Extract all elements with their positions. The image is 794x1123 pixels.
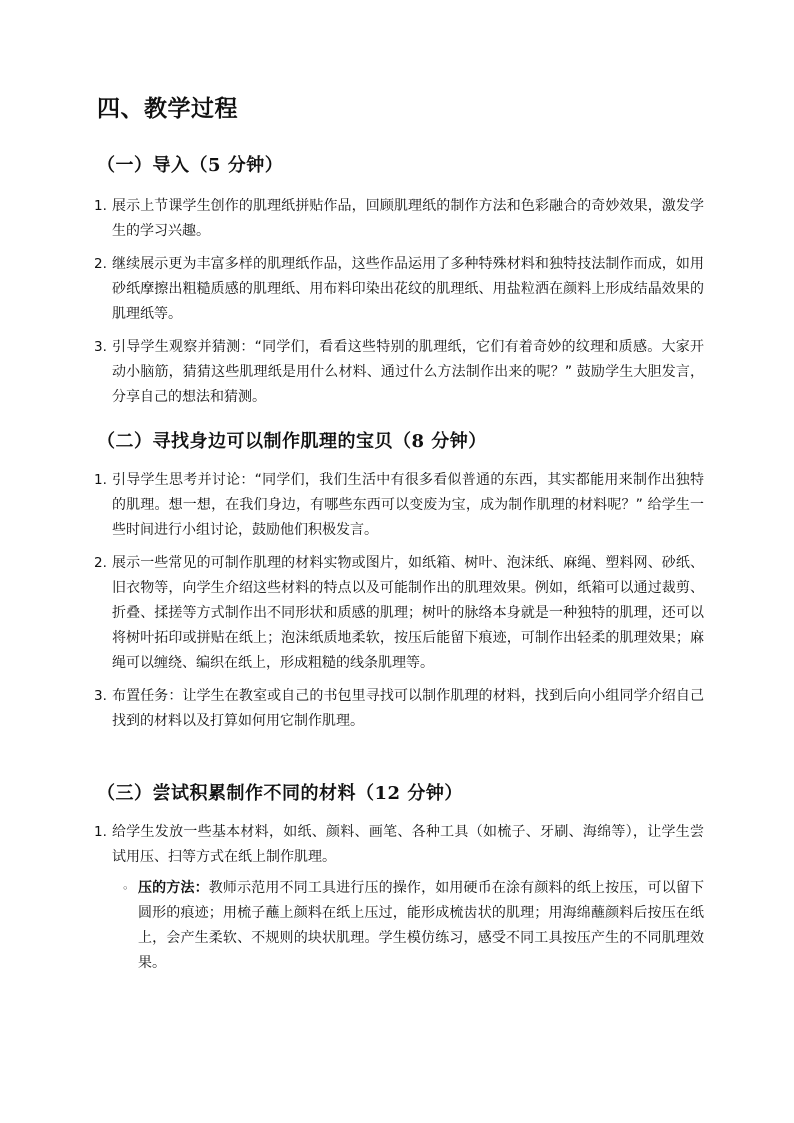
sub-item-term: 压的方法： [138,880,209,896]
item-number: 3. [94,688,107,704]
item-text: 展示一些常见的可制作肌理的材料实物或图片，如纸箱、树叶、泡沫纸、麻绳、塑料网、砂纸、旧衣物等，向学生介绍这些材料的特点以及可能制作出的肌理效果。例如，纸箱可以通过裁剪、折叠、揉搓等方式制作出不同形状和质感的肌理；树叶的脉络本身就是一种独特的肌理，还可以将树叶拓印或拼贴在纸上；泡沫纸质地柔软，按压后能留下痕迹，可制作出轻柔的肌理效果；麻绳可以缠绕、编织在纸上，形成粗糙的线条肌理等。 [112,555,704,671]
practice-list [92,820,704,976]
section-heading: 四、教学过程 [97,95,238,122]
item-text: 引导学生观察并猜测：“同学们，看看这些特别的肌理纸，它们有着奇妙的纹理和质感。大家开动小脑筋，猜猜这些肌理纸是用什么材料、通过什么方法制作出来的呢？” 鼓励学生大胆发言，分享自己的想法和猜测。 [112,339,704,405]
subsection-title-materials: （二）寻找身边可以制作肌理的宝贝（8 分钟） [97,431,487,452]
list-item [92,820,704,976]
list-item [92,252,704,327]
item-number: 1. [94,472,107,488]
subsection-title-intro: （一）导入（5 分钟） [97,155,284,176]
sub-list [112,876,704,976]
sub-item-text: 教师示范用不同工具进行压的操作，如用硬币在涂有颜料的纸上按压，可以留下圆形的痕迹；用梳子蘸上颜料在纸上压过，能形成梳齿状的肌理；用海绵蘸颜料后按压在纸上，会产生柔软、不规则的块状肌理。学生模仿练习，感受不同工具按压产生的不同肌理效果。 [138,880,705,971]
sub-list-item [112,876,704,976]
item-number: 2. [94,555,107,571]
item-text: 引导学生思考并讨论：“同学们，我们生活中有很多看似普通的东西，其实都能用来制作出独特的肌理。想一想，在我们身边，有哪些东西可以变废为宝，成为制作肌理的材料呢？” 给学生一些时间进行小组讨论，鼓励他们积极发言。 [112,472,704,538]
materials-list [92,468,704,734]
item-text: 继续展示更为丰富多样的肌理纸作品，这些作品运用了多种特殊材料和独特技法制作而成，如用砂纸摩擦出粗糙质感的肌理纸、用布料印染出花纹的肌理纸、用盐粒洒在颜料上形成结晶效果的肌理纸等。 [112,256,704,322]
list-item [92,194,704,244]
subsection-title-practice: （三）尝试积累制作不同的材料（12 分钟） [97,783,463,804]
item-number: 2. [94,256,107,272]
list-item [92,335,704,410]
item-text: 给学生发放一些基本材料，如纸、颜料、画笔、各种工具（如梳子、牙刷、海绵等），让学生尝试用压、扫等方式在纸上制作肌理。 [112,824,704,865]
list-item [92,684,704,734]
item-number: 1. [94,198,107,214]
hollow-bullet-icon: ◦ [122,882,129,895]
intro-list [92,194,704,410]
item-number: 1. [94,824,107,840]
item-number: 3. [94,339,107,355]
list-item [92,551,704,676]
list-item [92,468,704,543]
item-text: 布置任务：让学生在教室或自己的书包里寻找可以制作肌理的材料，找到后向小组同学介绍自己找到的材料以及打算如何用它制作肌理。 [112,688,704,729]
item-text: 展示上节课学生创作的肌理纸拼贴作品，回顾肌理纸的制作方法和色彩融合的奇妙效果，激发学生的学习兴趣。 [112,198,704,239]
